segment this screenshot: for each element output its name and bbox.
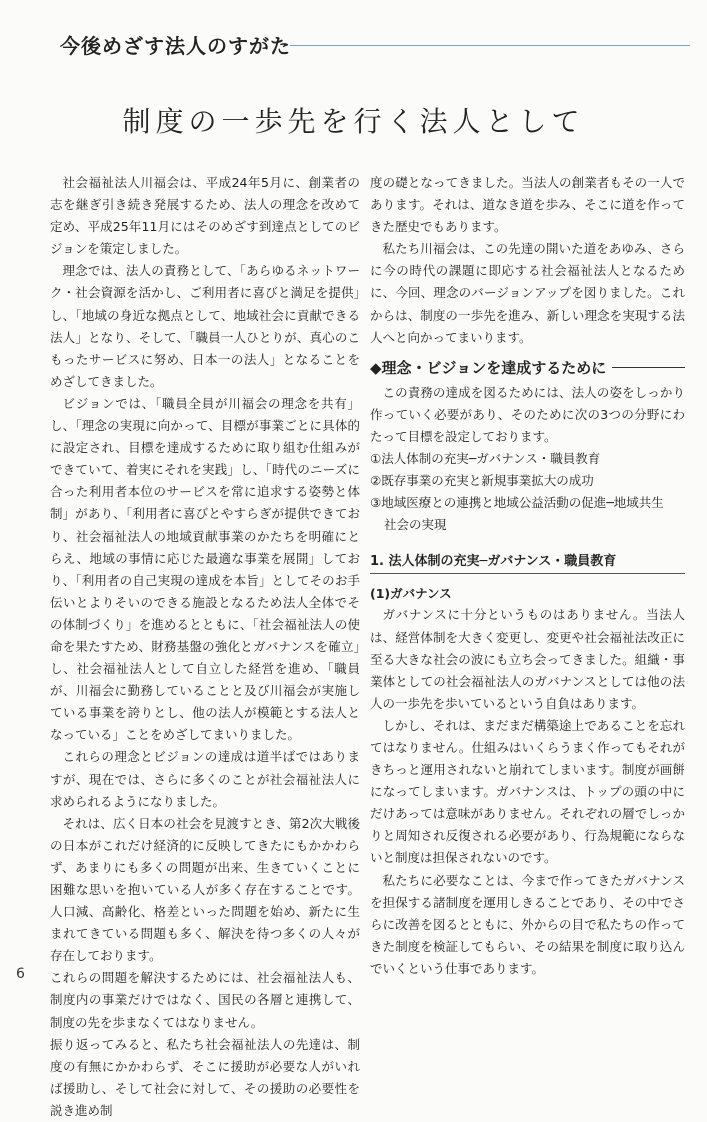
goal-item-2: ②既存事業の充実と新規事業拡大の成功 [370,473,594,489]
left-paragraph-4: これらの理念とビジョンの達成は道半ばではありますが、現在では、さらに多くのことが社会福祉法人に求められるようになりました。 [50,749,360,809]
left-paragraph-6: これらの問題を解決するためには、社会福祉法人も、制度内の事業だけではなく、国民の各層と連携して、制度の先を歩まなくてはなりません。 [50,970,360,1030]
left-column [50,172,360,1122]
governance-paragraph-3: 私たちに必要なことは、今まで作ってきたガバナンスを担保する諸制度を運用しきることであり、その中でさらに改善を図るとともに、外からの目で私たちの作ってきた制度を検証してもらい、その結果を制度に取り込んでいくという仕事であります。 [370,872,685,976]
header-rule [290,45,690,46]
section-intro: この責務の達成を図るためには、法人の姿をしっかり作っていく必要があり、そのために次の3つの分野にわたって目標を設定しております。 [370,384,685,444]
section-heading-text: ◆理念・ビジョンを達成するために [370,358,607,377]
section-heading-rule [612,367,685,368]
governance-paragraph-2: しかし、それは、まだまだ構築途上であることを忘れてはなりません。仕組みはいくらうまく作ってもそれがきちっと運用されないと崩れてしまいます。制度が画餅になってしまいます。ガバナンスは、トップの頭の中にだけあっては意味がありません。それぞれの層でしっかりと周知され反復される必要があり、行為規範にならないと制度は担保されないのです。 [370,717,685,866]
right-paragraph-1: 度の礎となってきました。当法人の創業者もその一人であります。それは、道なき道を歩み、そこに道を作ってきた歴史でもあります。 [370,175,685,235]
right-column [370,172,685,980]
left-paragraph-3: ビジョンでは、「職員全員が川福会の理念を共有」し、「理念の実現に向かって、目標が事業ごとに具体的に設定され、目標を達成するために取り組む仕組みができていて、着実にそれを実践」し、「時代のニーズに合った利用者本位のサービスを常に追求する姿勢と体制」があり、「利用者に喜びとやすらぎが提供できており、社会福祉法人の地域貢献事業のかたちを明確にとらえ、地域の事情に応じた最適な事業を展開」しており、「利用者の自己実現の達成を本旨」としてそのお手伝いとよりそいのできる施設となるため法人全体でその体制づくり」を進めるとともに、「社会福祉法人の使命を果たすため、財務基盤の強化とガバナンスを確立」し、社会福祉法人として自立した経営を進め、「職員が、川福会に勤務していることと及び川福会が実施している事業を誇りとし、他の法人が模範とする法人となっている」ことをめざしてまいりました。 [50,395,360,743]
goal-list [370,448,685,536]
main-title: 制度の一歩先を行く法人として [122,105,585,138]
page-number: 6 [16,966,25,982]
goal-item-1: ①法人体制の充実─ガバナンス・職員教育 [370,451,601,467]
header-title: 今後めざす法人のすがた [60,34,291,58]
governance-heading: (1)ガバナンス [370,586,452,602]
section-heading [370,357,685,378]
left-paragraph-2: 理念では、法人の責務として、「あらゆるネットワーク・社会資源を活かし、ご利用者に喜びと満足を提供」し、「地域の身近な拠点として、地域社会に貢献できる法人」となり、そして、「職員一人ひとりが、真心のこもったサービスに努め、日本一の法人」となることをめざしてきました。 [50,263,360,389]
left-paragraph-5: それは、広く日本の社会を見渡すとき、第2次大戦後の日本がこれだけ経済的に反映してきたにもかかわらず、あまりにも多くの問題が出来、生きていくことに困難な思いを抱いている人が多く存在することです。人口減、高齢化、格差といった問題を始め、新たに生まれてきている問題も多く、解決を待つ多くの人々が存在しております。 [50,815,360,964]
goal-item-3-continuation: 社会の実現 [384,517,447,533]
left-paragraph-1: 社会福祉法人川福会は、平成24年5月に、創業者の志を継ぎ引き続き発展するため、法人の理念を改めて定め、平成25年11月にはそのめざす到達点としてのビジョンを策定しました。 [50,175,360,257]
goal-item-3: ③地域医療との連携と地域公益活動の促進─地域共生 [370,495,664,511]
governance-paragraph-1: ガバナンスに十分というものはありません。当法人は、経営体制を大きく変更し、変更や社会福祉法改正に至る大きな社会の波にも立ち会ってきました。組織・事業体としての社会福祉法人のガバナンスとしては他の法人の一歩先を歩いているという自負はあります。 [370,607,685,711]
left-paragraph-7: 振り返ってみると、私たち社会福祉法人の先達は、制度の有無にかかわらず、そこに援助が必要な人がいれば援助し、そして社会に対して、その援助の必要性を説き進め制 [50,1036,360,1118]
subsection-heading: 1. 法人体制の充実─ガバナンス・職員教育 [370,550,685,574]
right-paragraph-2: 私たち川福会は、この先達の開いた道をあゆみ、さらに今の時代の課題に即応する社会福祉法人となるために、今回、理念のバージョンアップを図りました。これからは、制度の一歩先を進み、新しい理念を実現する法人へと向かってまいります。 [370,241,685,345]
